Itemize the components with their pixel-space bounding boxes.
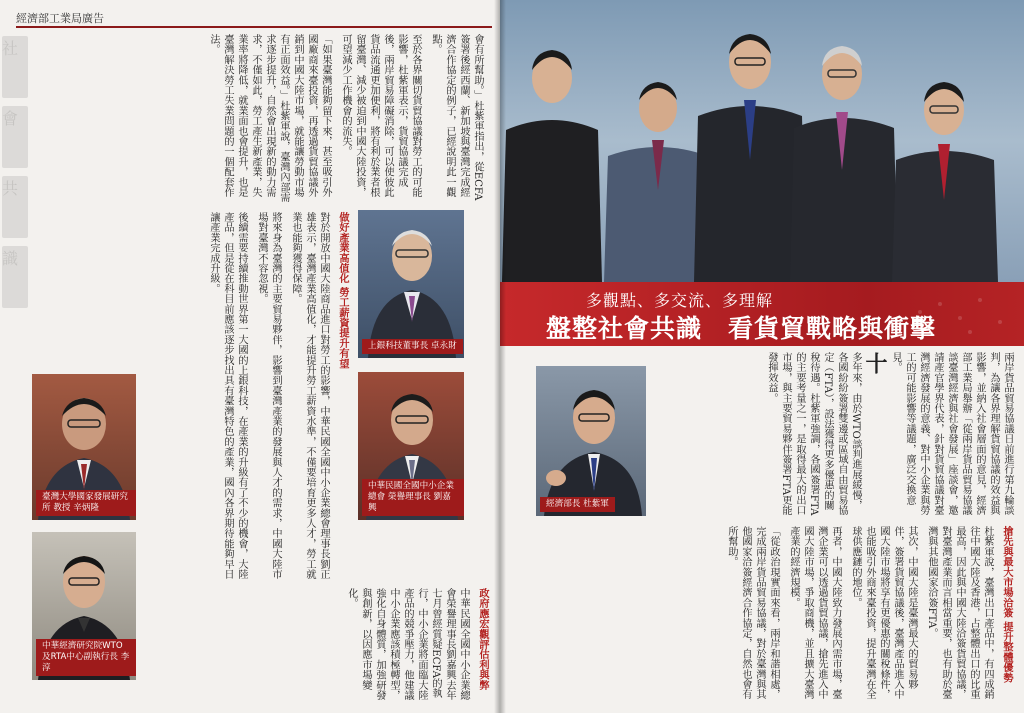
portrait-photo [536, 366, 646, 516]
photo-caption: 中華民國全國中小企業總會 榮譽理事長 劉嘉興 [362, 479, 464, 516]
watermark-text [0, 36, 30, 336]
page-gutter [494, 0, 506, 713]
left-page [0, 0, 500, 713]
article-column: 會有所幫助。」杜紫軍指出，從ECFA簽署後經西蘭、新加坡與臺灣完成經濟合作協定的例子，已經說明此一觀點。 [430, 34, 483, 201]
article-column: 「如果臺灣能夠留下來，甚至吸引外國廠商來臺投資，再透過貨貿協議外銷到中國大陸市場，就能讓勞動市場有正面效益。」杜紫軍說，臺灣內部需求逐步提升，自然會出現新的動力需求，不僅如此，勞工產生新產業，失業率將降低，就業面也會提升，也是臺灣解決勞工失業問題的一個配套作法。 [208, 34, 331, 203]
article-column: 其次，中國大陸是臺灣最大的貿易夥伴，簽署貨貿協議後，臺灣產品進入中國大陸市場將享有更優惠的關稅條件，也能吸引外商來臺投資，提升臺灣在全球供應鏈的地位。 [850, 526, 917, 700]
portrait-photo [358, 210, 464, 358]
article-kicker: 多觀點、多交流、多理解 [586, 291, 774, 310]
article-headline: 盤整社會共識 看貨貿戰略與衝擊 [546, 314, 937, 343]
article-column: 至於各界關切貨貿協議對勞工的可能影響，杜紫軍表示，貨貿協議完成後，兩岸貿易障礙消除，可以使彼此貨品流通更加便利，將有利於業者根留臺灣、減少被迫到中國大陸投資，可望減少工作機會的流失。 [340, 34, 421, 198]
drop-cap-char: 十 [862, 352, 888, 374]
group-illustration [500, 0, 1024, 282]
article-columns-top [36, 34, 484, 204]
article-column: 多年來，由於WTO談判進展緩慢，各國紛紛簽署雙邊或區域自由貿易協定（FTA），設法獲得更多優惠的關稅待遇。杜紫軍強調，各國簽署FTA的主要考量之一，是取得最大的出口市場，與主要貿易夥伴簽署FTA更能發揮效益。 [766, 352, 861, 516]
subheading: 做好產業高值化 勞工薪資提升有望 [337, 212, 349, 369]
watermark-glyph: 識 [2, 246, 28, 308]
article-column: 後續需要持續推動世界第一大國的上銀科技，在產業的升級有了不少的機會，大陸產品，但是從在科目前應該逐步找出具有臺灣特色的產業，國內各界期待能夠早日讓產業完成升級。 [208, 212, 247, 580]
header-rule [16, 26, 492, 28]
photo-caption: 中華經濟研究院WTO及RTA中心副執行長 李淳 [36, 639, 136, 676]
photo-caption: 臺灣大學國家發展研究所 教授 辛炳隆 [36, 490, 136, 516]
article-column: 「從政治現實面來看，兩岸和諧相處，完成兩岸貨品貿易協議，對於臺灣與其他國家洽簽經濟合作協定，自然也會有所幫助。 [726, 526, 779, 700]
portrait-photo [358, 372, 464, 520]
article-column: 將來身為臺灣的主要貿易夥伴，影響到臺灣產業的發展與人才的需求，中國大陸市場對臺灣不容忽視。 [256, 212, 281, 580]
article-column: 中華民國全國中小企業總會榮譽理事長劉嘉興去年七月曾經質疑ECFA的執行，中小企業將面臨大陸產品的競爭壓力，他建議中小企業應該積極轉型，強化自身體質，加強研發與創新，以因應市場變化。 [346, 588, 469, 701]
photo-caption: 經濟部長 杜紫軍 [540, 497, 615, 512]
person-illustration [536, 366, 646, 516]
person-illustration [358, 210, 464, 358]
right-page [500, 0, 1024, 713]
article-column: 再者，中國大陸致力發展內需市場，臺灣企業可以透過貨貿協議，搶先進入中國大陸市場，爭取商機，並且擴大臺灣產業的經濟規模。 [788, 526, 841, 700]
portrait-photo [32, 374, 136, 520]
article-column: 對於開放中國大陸商品進口對勞工的影響，中華民國全國中小企業總會理事長劉正雄表示，臺灣產業高值化，才能提升勞工薪資水準，不僅要培育更多人才，勞工就業也能夠獲得保障。 [290, 212, 329, 580]
article-columns-bottom [508, 526, 1014, 706]
watermark-glyph: 會 [2, 106, 28, 168]
drop-cap [862, 352, 888, 520]
photo-caption: 上銀科技董事長 卓永財 [362, 339, 463, 354]
article-column: 杜紫軍說，臺灣出口產品中，有四成銷往中國大陸及香港，占整體出口的比重最高，因此與中國大陸洽簽貨貿協議，對臺灣產業而言相當重要，也有助於臺灣與其他國家洽簽FTA。 [926, 526, 993, 700]
group-photo [500, 0, 1024, 282]
subheading: 搶先與最大市場洽簽 提升整體優勢 [1001, 526, 1013, 683]
article-column: 兩岸貨品貿易協議日前進行第九輪談判，為讓各界理解貨貿協議的效益與影響，並納入社會層面的意見，經濟部工業局舉辦「從兩岸貨品貿易協議談臺灣經濟與社會發展」座談會，邀請產官學界代表，針對貨貿協議對臺灣經濟發展的意義、對中小企業與勞工的可能影響等議題，廣泛交換意見。 [890, 352, 1013, 516]
watermark-glyph: 社 [2, 36, 28, 98]
watermark-glyph: 共 [2, 176, 28, 238]
article-columns-top [674, 352, 1014, 520]
article-columns-bottom [140, 588, 490, 703]
page-header: 經濟部工業局廣告 [16, 12, 104, 25]
article-columns-middle [140, 212, 350, 582]
subheading: 政府應宏觀評估利與弊 [477, 588, 489, 690]
portrait-photo [32, 532, 136, 680]
